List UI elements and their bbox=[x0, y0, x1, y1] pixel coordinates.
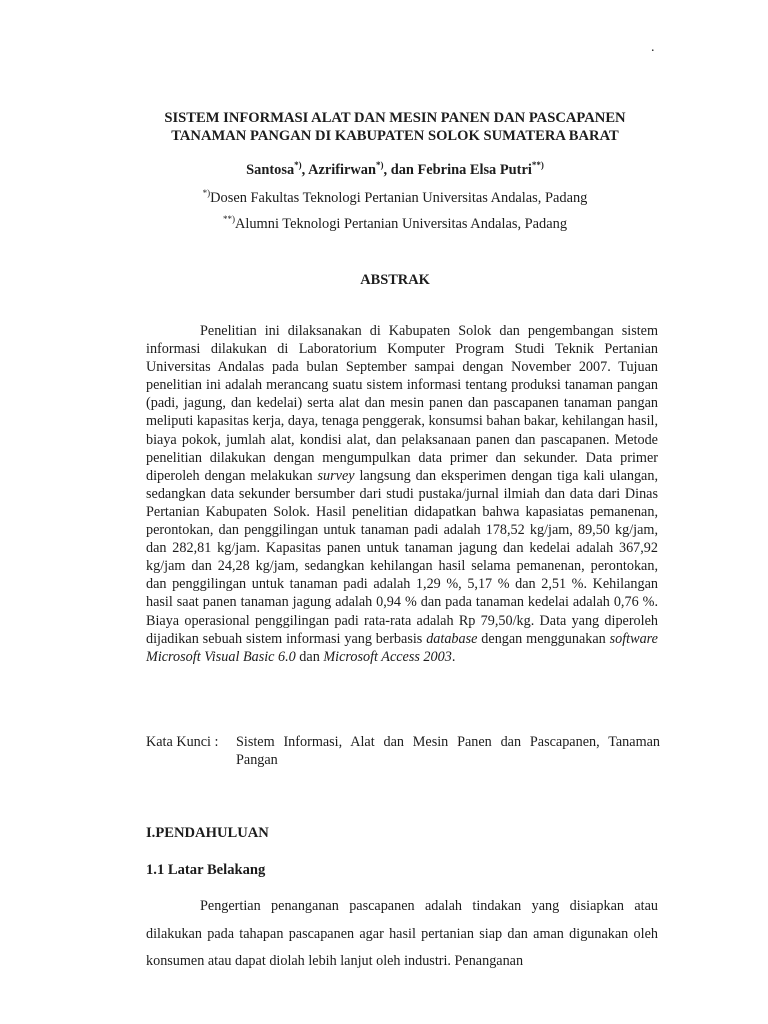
keywords-label: Kata Kunci : bbox=[146, 734, 219, 750]
title-line-1: SISTEM INFORMASI ALAT DAN MESIN PANEN DAN PASCAPANEN bbox=[164, 110, 626, 126]
title-line-2: TANAMAN PANGAN DI KABUPATEN SOLOK SUMATERA BARAT bbox=[171, 128, 619, 144]
subsection-heading: 1.1 Latar Belakang bbox=[146, 862, 266, 878]
section-heading: I.PENDAHULUAN bbox=[146, 825, 269, 841]
author-2: Azrifirwan bbox=[308, 162, 376, 178]
abstract-italic-term: Microsoft Access 2003 bbox=[323, 648, 452, 665]
affiliation-1-text: Dosen Fakultas Teknologi Pertanian Universitas Andalas, Padang bbox=[210, 190, 588, 206]
abstract-italic-term: database bbox=[426, 630, 478, 647]
page-mark: . bbox=[651, 40, 655, 55]
abstract-heading: ABSTRAK bbox=[360, 272, 430, 288]
author-3: Febrina Elsa Putri bbox=[417, 162, 532, 178]
author-1-mark: *) bbox=[294, 160, 302, 170]
abstract-italic-term: survey bbox=[317, 467, 355, 484]
author-2-mark: *) bbox=[376, 160, 384, 170]
abstract-text: . bbox=[451, 648, 456, 665]
abstract-text: dengan menggunakan bbox=[477, 630, 610, 647]
affiliation-1 bbox=[110, 190, 680, 207]
affiliation-1-mark: *) bbox=[202, 188, 211, 198]
affiliation-2-mark: **) bbox=[222, 214, 235, 224]
abstract-text: langsung dan eksperimen dengan tiga kali ulangan, sedangkan data sekunder bersumber dari studi pustaka/jurnal ilmiah dan data dari Dinas Pertanian Kabupaten Solok. Hasil penelitian didapatkan bahwa kapasiatas pemanenan, perontokan, dan penggilingan untuk tanaman padi adalah 178,52 kg/jam, 89,50 kg/jam, dan 282,81 kg/jam. Kapasitas panen untuk tanaman jagung dan kedelai adalah 367,92 kg/jam dan 24,28 kg/jam, sedangkan kehilangan hasil selama pemanenan, perontokan, dan penggilingan untuk tanaman padi adalah 1,29 %, 5,17 % dan 2,51 %. Kehilangan hasil saat panen tanaman jagung adalah 0,94 % dan pada tanaman kedelai adalah 0,76 %. Biaya operasional penggilingan padi rata-rata adalah Rp 79,50/kg. Data yang diperoleh dijadikan sebuah sistem informasi yang berbasis bbox=[146, 467, 658, 647]
author-separator: , bbox=[301, 162, 309, 178]
abstract-text: Penelitian ini dilaksanakan di Kabupaten Solok dan pengembangan sistem informasi dilakukan di Laboratorium Komputer Program Studi Teknik Pertanian Universitas Andalas pada bulan September sampai dengan November 2007. Tujuan penelitian ini adalah merancang suatu sistem informasi tentang produksi tanaman pangan (padi, jagung, dan kedelai) serta alat dan mesin panen dan pascapanen tanaman pangan meliputi kapasitas kerja, daya, tenaga penggerak, konsumsi bahan bakar, kehilangan hasil, biaya pokok, jumlah alat, kondisi alat, dan pelaksanaan panen dan pascapanen. Metode penelitian dilakukan dengan mengumpulkan data primer dan sekunder. Data primer diperoleh dengan melakukan bbox=[146, 323, 658, 484]
author-separator: , dan bbox=[383, 162, 418, 178]
author-1: Santosa bbox=[246, 162, 295, 178]
body-paragraph: Pengertian penanganan pascapanen adalah tindakan yang disiapkan atau dilakukan pada tahapan pascapanen agar hasil pertanian siap dan aman digunakan oleh konsumen atau dapat diolah lebih lanjut oleh industri. Penanganan bbox=[146, 898, 658, 969]
paper-title bbox=[110, 109, 680, 145]
keywords-text: Sistem Informasi, Alat dan Mesin Panen dan Pascapanen, Tanaman Pangan bbox=[236, 734, 660, 768]
abstract-paragraph bbox=[146, 322, 658, 666]
abstract-text: dan bbox=[295, 648, 324, 665]
affiliation-2 bbox=[110, 216, 680, 233]
affiliation-2-text: Alumni Teknologi Pertanian Universitas Andalas, Padang bbox=[234, 216, 568, 232]
author-3-mark: **) bbox=[531, 160, 544, 170]
author-list bbox=[110, 162, 680, 179]
abstract-italic-term: software Microsoft Visual Basic 6.0 bbox=[146, 630, 658, 665]
